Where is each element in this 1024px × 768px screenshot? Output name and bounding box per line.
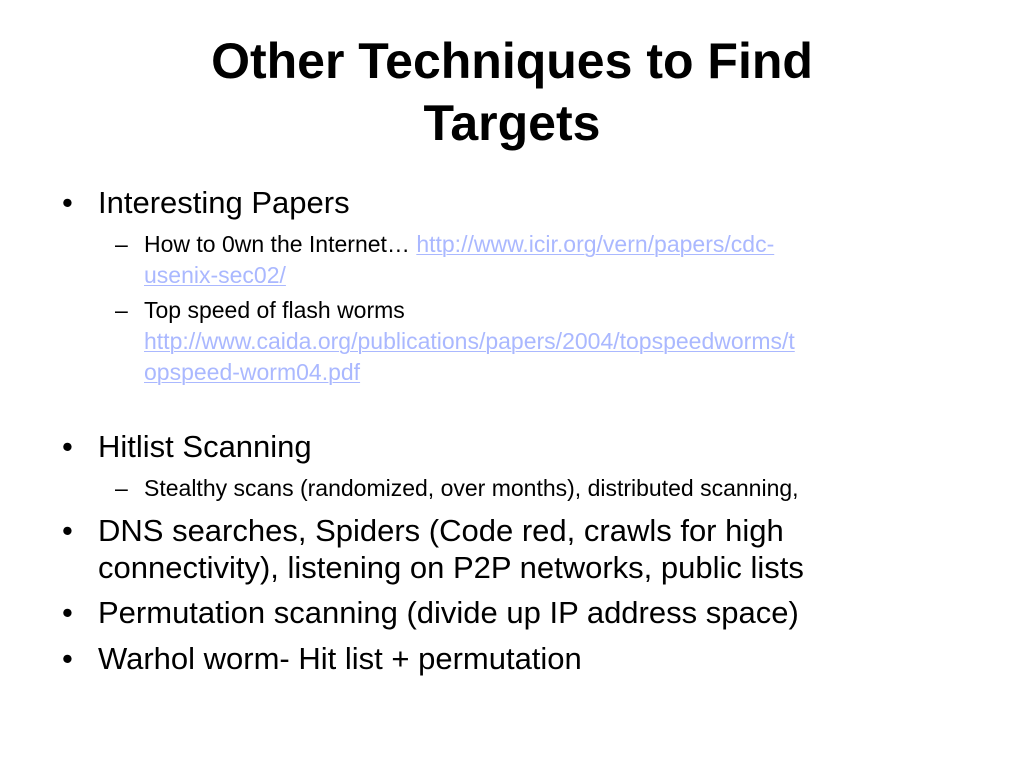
subbullet-text	[144, 295, 965, 388]
subbullet-text	[144, 229, 965, 291]
subbullet-stealthy-scans	[115, 473, 965, 504]
bullet-text: Permutation scanning (divide up IP address space)	[98, 595, 799, 630]
bullet-text-line-1: DNS searches, Spiders (Code red, crawls for high	[98, 513, 784, 548]
paper-title-flash-worms: Top speed of flash worms	[144, 297, 405, 323]
bullet-dns-searches	[62, 512, 962, 586]
paper-title-0wn: How to 0wn the Internet…	[144, 231, 417, 257]
bullet-text: Interesting Papers	[98, 185, 350, 220]
link-caida-paper[interactable]	[144, 328, 795, 385]
subbullet-flash-worms	[115, 295, 965, 388]
bullet-icon: •	[62, 513, 73, 548]
slide-title-line-1: Other Techniques to Find	[211, 33, 813, 89]
bullet-permutation-scanning	[62, 594, 962, 631]
link-caida-line-1[interactable]: http://www.caida.org/publications/papers/2004/topspeedworms/t	[144, 328, 795, 354]
bullet-icon: •	[62, 429, 73, 464]
link-icir-line-2[interactable]: usenix-sec02/	[144, 262, 286, 288]
bullet-warhol-worm	[62, 640, 962, 677]
bullet-interesting-papers	[62, 184, 962, 221]
bullet-text	[98, 512, 962, 586]
slide-title	[60, 30, 964, 154]
bullet-icon: •	[62, 641, 73, 676]
bullet-icon: •	[62, 595, 73, 630]
link-icir-line-1[interactable]: http://www.icir.org/vern/papers/cdc-	[416, 231, 775, 257]
subbullet-0wn-internet	[115, 229, 965, 291]
slide-title-line-2: Targets	[423, 95, 601, 151]
bullet-hitlist-scanning	[62, 428, 962, 465]
bullet-icon: •	[62, 185, 73, 220]
dash-icon: –	[115, 475, 128, 501]
dash-icon: –	[115, 231, 128, 257]
dash-icon: –	[115, 297, 128, 323]
bullet-text-line-2: connectivity), listening on P2P networks, public lists	[98, 550, 804, 585]
bullet-text: Warhol worm- Hit list + permutation	[98, 641, 582, 676]
bullet-text: Hitlist Scanning	[98, 429, 312, 464]
link-caida-line-2[interactable]: opspeed-worm04.pdf	[144, 359, 361, 385]
subbullet-text: Stealthy scans (randomized, over months), distributed scanning,	[144, 475, 799, 501]
